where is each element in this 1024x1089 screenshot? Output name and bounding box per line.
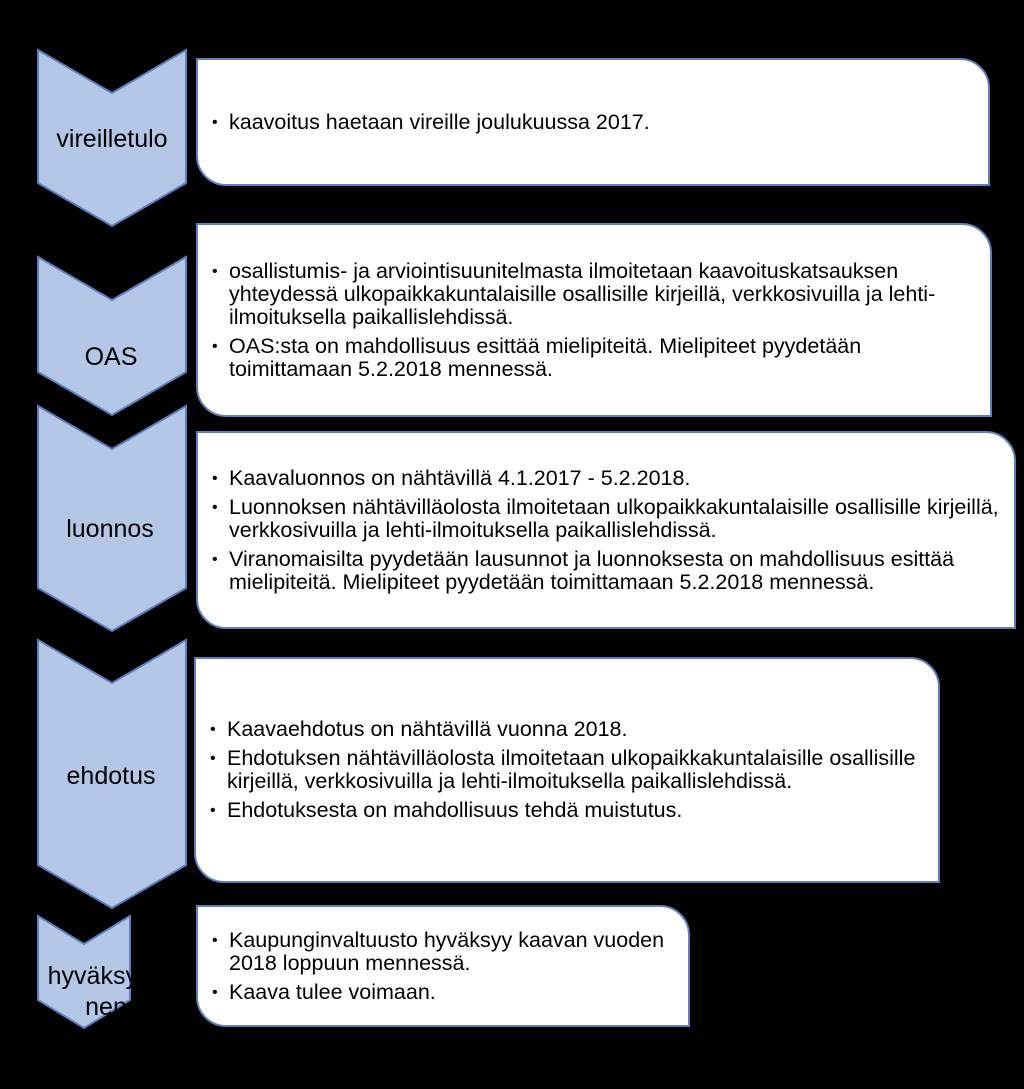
bullet-item: [212, 467, 1000, 490]
bullet-dot: •: [212, 262, 218, 280]
bullet-item: [212, 548, 1000, 594]
bullet-dot: •: [212, 550, 218, 568]
bullet-item: [210, 747, 924, 793]
bullet-dot: •: [210, 721, 216, 738]
stage-label: luonnos: [66, 515, 154, 543]
stage-box-hyvaksyminen: [196, 905, 690, 1027]
bullet-list: [212, 111, 974, 134]
bullet-text: Kaupunginvaltuusto hyväksyy kaavan vuoden 2018 loppuun mennessä.: [229, 927, 665, 975]
bullet-text: OAS:sta on mahdollisuus esittää mielipiteitä. Mielipiteet pyydetään toimittamaan 5.2.2018 mennessä.: [229, 333, 862, 381]
bullet-list: [210, 718, 924, 822]
bullet-item: [212, 496, 1000, 542]
bullet-item: [210, 718, 924, 741]
bullet-text: Ehdotuksen nähtävilläolosta ilmoitetaan ulkopaikkakuntalaisille osallisille kirjeillä, verkkosivuilla ja lehti-ilmoituksella paikallislehdissä.: [227, 746, 916, 793]
stage-label: vireilletulo: [56, 125, 168, 153]
bullet-text: Luonnoksen nähtävilläolosta ilmoitetaan ulkopaikkakuntalaisille osallisille kirjeillä, verkkosivuilla ja lehti-ilmoituksella paikallislehdissä.: [229, 494, 999, 542]
bullet-dot: •: [212, 113, 218, 131]
stage-box-vireilletulo: [196, 58, 990, 186]
bullet-dot: •: [212, 498, 218, 516]
bullet-dot: •: [212, 337, 218, 355]
bullet-dot: •: [212, 983, 218, 1001]
bullet-item: [212, 981, 674, 1004]
bullet-item: [212, 929, 674, 975]
bullet-text: Viranomaisilta pyydetään lausunnot ja luonnoksesta on mahdollisuus esittää mielipiteitä. Mielipiteet pyydetään toimittamaan 5.2.2018 mennessä.: [229, 546, 955, 594]
stage-box-ehdotus: [194, 657, 940, 883]
bullet-item: [212, 111, 974, 134]
bullet-list: [212, 929, 674, 1004]
bullet-text: kaavoitus haetaan vireille joulukuussa 2017.: [229, 109, 650, 134]
bullet-dot: •: [212, 931, 218, 949]
bullet-dot: •: [210, 802, 216, 819]
bullet-text: Kaavaluonnos on nähtävillä 4.1.2017 - 5.2.2018.: [229, 465, 691, 490]
stage-box-oas: [196, 223, 992, 417]
bullet-text: Kaavaehdotus on nähtävillä vuonna 2018.: [227, 717, 628, 741]
bullet-item: [212, 260, 976, 329]
bullet-list: [212, 467, 1000, 594]
stage-box-luonnos: [196, 431, 1016, 629]
stage-label: OAS: [84, 343, 138, 371]
bullet-dot: •: [212, 469, 218, 487]
bullet-list: [212, 260, 976, 381]
bullet-item: [210, 799, 924, 822]
bullet-item: [212, 335, 976, 381]
stage-label-line-1: hyväksymi: [47, 962, 165, 990]
bullet-text: osallistumis- ja arviointisuunitelmasta ilmoitetaan kaavoituskatsauksen yhteydessä ulkopaikkakuntalaisille osallisille kirjeillä, verkkosivuilla ja lehti-ilmoituksella paikallislehdissä.: [229, 258, 936, 329]
bullet-text: Kaava tulee voimaan.: [229, 979, 436, 1004]
bullet-text: Ehdotuksesta on mahdollisuus tehdä muistutus.: [227, 798, 683, 822]
stage-label: ehdotus: [66, 762, 156, 790]
stage-label-line-2: nen: [85, 993, 127, 1021]
bullet-dot: •: [210, 750, 216, 767]
